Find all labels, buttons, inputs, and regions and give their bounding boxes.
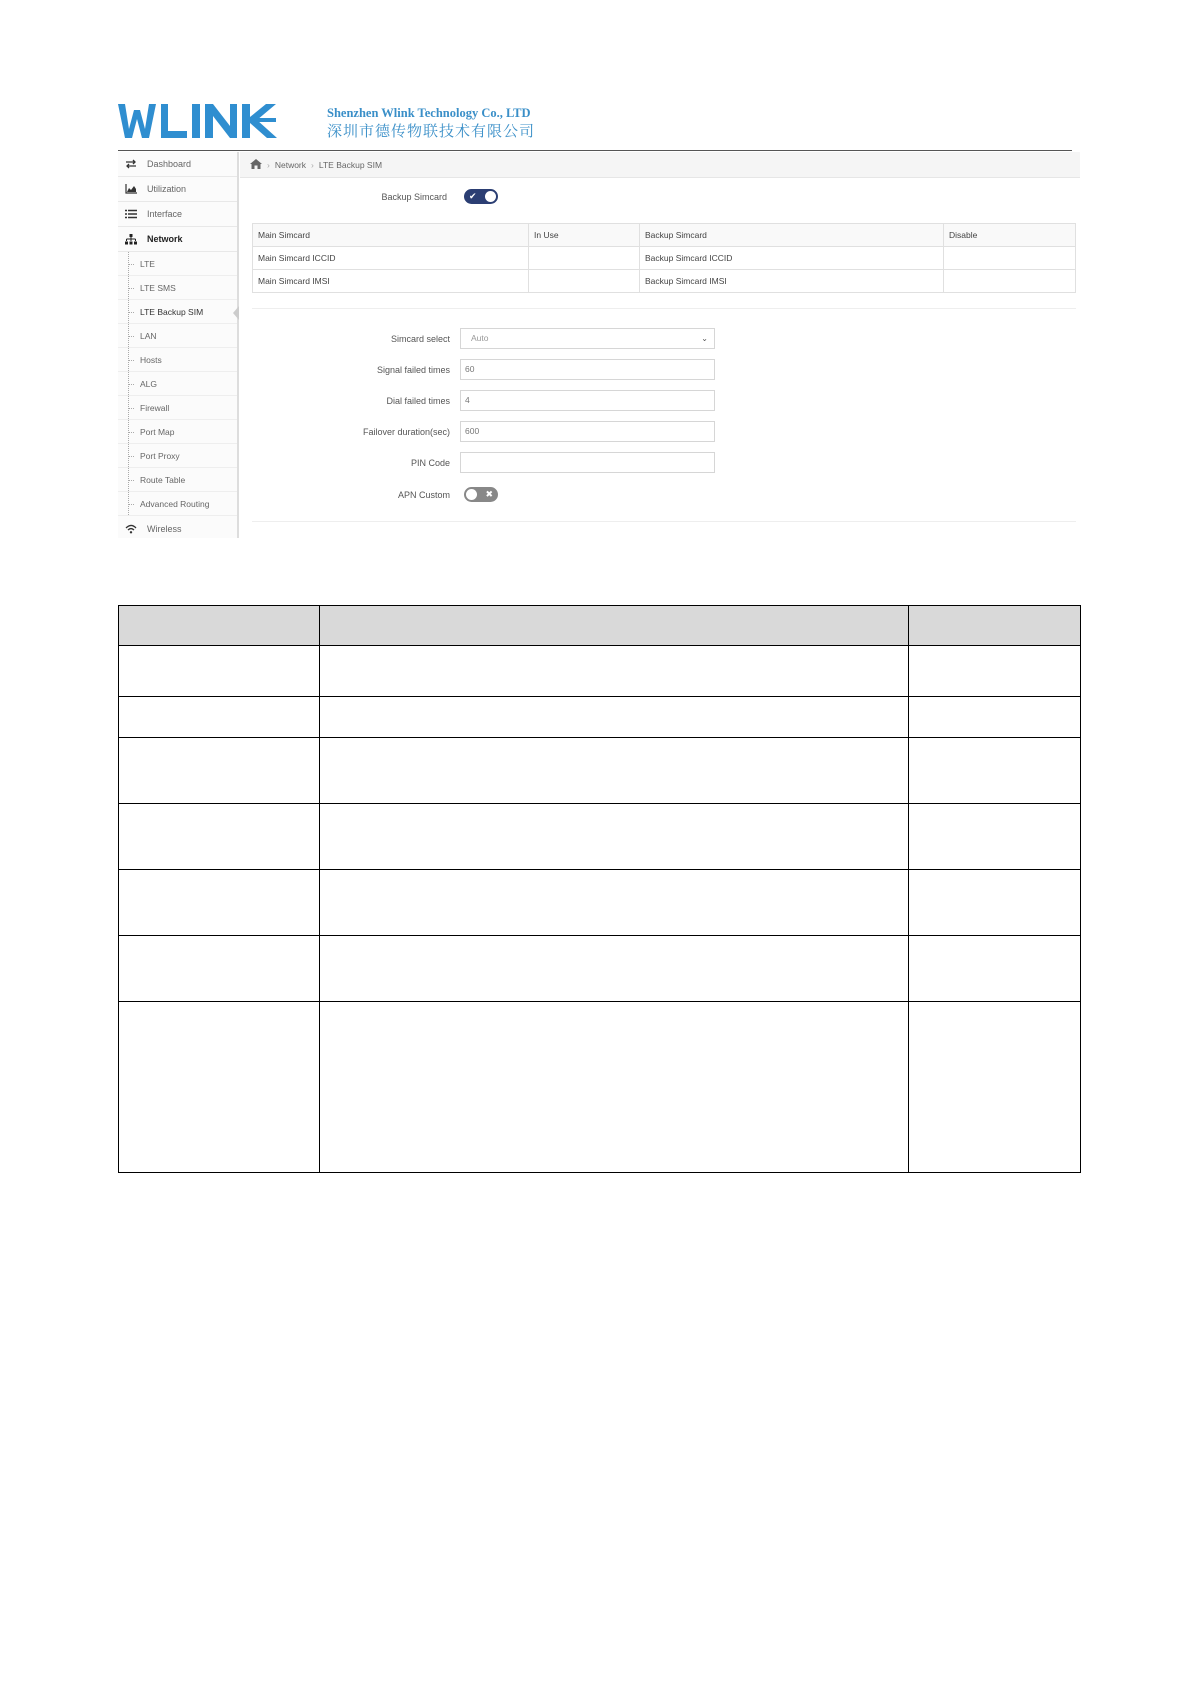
dial-failed-input[interactable]: 4 bbox=[460, 390, 715, 411]
table-row bbox=[119, 646, 1081, 697]
network-icon bbox=[124, 233, 138, 245]
table-cell bbox=[119, 646, 320, 697]
sidebar-item-advanced-routing[interactable]: Advanced Routing bbox=[118, 492, 237, 516]
sidebar-item-lte-sms[interactable]: LTE SMS bbox=[118, 276, 237, 300]
table-cell: Main Simcard IMSI bbox=[253, 270, 529, 293]
sidebar-item-label: Network bbox=[147, 234, 183, 244]
company-name-cn: 深圳市德传物联技术有限公司 bbox=[327, 122, 536, 140]
table-cell bbox=[320, 697, 909, 738]
table-cell: Backup Simcard bbox=[640, 224, 944, 247]
table-cell bbox=[320, 646, 909, 697]
table-cell: Main Simcard bbox=[253, 224, 529, 247]
table-cell bbox=[909, 870, 1081, 936]
failover-duration-input[interactable]: 600 bbox=[460, 421, 715, 442]
sidebar-item-label: Dashboard bbox=[147, 159, 192, 169]
parameter-description-table bbox=[118, 605, 1081, 1173]
apn-custom-label: APN Custom bbox=[397, 490, 450, 500]
sidebar-item-interface[interactable] bbox=[118, 202, 237, 227]
sidebar-item-wireless[interactable] bbox=[118, 516, 237, 541]
table-cell bbox=[119, 738, 320, 804]
table-cell: Disable bbox=[944, 224, 1076, 247]
table-cell bbox=[119, 1002, 320, 1173]
simcard-select-value: Auto bbox=[471, 333, 489, 343]
sidebar-item-lte[interactable]: LTE bbox=[118, 252, 237, 276]
sidebar-item-port-proxy[interactable]: Port Proxy bbox=[118, 444, 237, 468]
sidebar-item-alg[interactable]: ALG bbox=[118, 372, 237, 396]
table-header-row bbox=[119, 606, 1081, 646]
table-row bbox=[119, 1002, 1081, 1173]
table-cell bbox=[944, 270, 1076, 293]
signal-failed-input[interactable]: 60 bbox=[460, 359, 715, 380]
home-icon[interactable] bbox=[250, 159, 262, 171]
table-cell bbox=[909, 1002, 1081, 1173]
sidebar-item-route-table[interactable]: Route Table bbox=[118, 468, 237, 492]
table-row bbox=[253, 224, 1076, 247]
dial-failed-label: Dial failed times bbox=[386, 396, 450, 406]
list-icon bbox=[124, 208, 138, 220]
sidebar-item-lte-backup-sim[interactable] bbox=[118, 300, 237, 324]
sidebar-item-label: LTE Backup SIM bbox=[140, 306, 204, 317]
table-cell bbox=[529, 247, 640, 270]
apn-custom-toggle[interactable] bbox=[464, 487, 498, 502]
backup-simcard-toggle[interactable] bbox=[464, 189, 498, 204]
company-name-en: Shenzhen Wlink Technology Co., LTD bbox=[327, 106, 531, 120]
table-cell bbox=[119, 870, 320, 936]
check-icon: ✔ bbox=[469, 191, 477, 201]
table-cell bbox=[909, 738, 1081, 804]
sidebar-item-label: Interface bbox=[147, 209, 183, 219]
section-divider bbox=[252, 521, 1076, 522]
toggle-knob bbox=[485, 191, 496, 202]
sidebar-item-label: Wireless bbox=[147, 523, 182, 534]
sidebar-item-label: Utilization bbox=[147, 184, 187, 194]
header-divider bbox=[118, 150, 1072, 151]
toggle-knob bbox=[466, 489, 477, 500]
table-cell bbox=[320, 870, 909, 936]
table-row bbox=[119, 936, 1081, 1002]
chart-icon bbox=[124, 183, 138, 195]
table-cell: Main Simcard ICCID bbox=[253, 247, 529, 270]
dashboard-icon bbox=[124, 158, 138, 170]
pin-code-label: PIN Code bbox=[410, 458, 450, 468]
sidebar-item-network[interactable] bbox=[118, 227, 237, 252]
table-row bbox=[253, 270, 1076, 293]
ui-screenshot bbox=[118, 152, 1080, 538]
table-cell bbox=[320, 936, 909, 1002]
main-content bbox=[240, 178, 1080, 538]
table-cell: Backup Simcard ICCID bbox=[640, 247, 944, 270]
table-cell bbox=[909, 697, 1081, 738]
sidebar-item-lan[interactable]: LAN bbox=[118, 324, 237, 348]
sidebar bbox=[118, 152, 239, 538]
sidebar-item-firewall[interactable]: Firewall bbox=[118, 396, 237, 420]
table-cell bbox=[909, 804, 1081, 870]
simcard-status-table bbox=[252, 223, 1076, 293]
table-header-cell bbox=[119, 606, 320, 646]
table-cell bbox=[119, 936, 320, 1002]
table-row bbox=[119, 738, 1081, 804]
table-cell bbox=[944, 247, 1076, 270]
sidebar-item-port-map[interactable]: Port Map bbox=[118, 420, 237, 444]
wlink-logo bbox=[118, 102, 318, 142]
signal-failed-label: Signal failed times bbox=[376, 365, 450, 375]
section-divider bbox=[252, 308, 1076, 309]
table-row bbox=[253, 247, 1076, 270]
table-header-cell bbox=[320, 606, 909, 646]
failover-duration-label: Failover duration(sec) bbox=[362, 427, 450, 437]
sidebar-item-dashboard[interactable] bbox=[118, 152, 237, 177]
breadcrumb-current: LTE Backup SIM bbox=[318, 159, 383, 170]
table-cell: In Use bbox=[529, 224, 640, 247]
breadcrumb bbox=[240, 152, 1080, 178]
table-row bbox=[119, 697, 1081, 738]
breadcrumb-separator: › bbox=[267, 159, 270, 170]
table-cell bbox=[320, 1002, 909, 1173]
table-cell bbox=[909, 646, 1081, 697]
company-name-block bbox=[327, 105, 535, 141]
table-cell bbox=[320, 804, 909, 870]
sidebar-item-hosts[interactable]: Hosts bbox=[118, 348, 237, 372]
close-icon: ✖ bbox=[485, 489, 493, 499]
breadcrumb-separator: › bbox=[311, 159, 314, 170]
simcard-select-label: Simcard select bbox=[390, 334, 450, 344]
table-cell bbox=[909, 936, 1081, 1002]
backup-simcard-label: Backup Simcard bbox=[381, 192, 447, 202]
wifi-icon bbox=[124, 523, 138, 535]
breadcrumb-network[interactable]: Network bbox=[274, 159, 307, 170]
table-row bbox=[119, 870, 1081, 936]
sidebar-item-utilization[interactable] bbox=[118, 177, 237, 202]
table-header-cell bbox=[909, 606, 1081, 646]
table-cell bbox=[119, 697, 320, 738]
table-row bbox=[119, 804, 1081, 870]
chevron-down-icon: ⌄ bbox=[701, 334, 708, 343]
pin-code-input[interactable] bbox=[460, 452, 715, 473]
simcard-select-dropdown[interactable] bbox=[460, 328, 715, 349]
table-cell bbox=[320, 738, 909, 804]
table-cell bbox=[529, 270, 640, 293]
table-cell: Backup Simcard IMSI bbox=[640, 270, 944, 293]
active-indicator bbox=[233, 306, 239, 320]
table-cell bbox=[119, 804, 320, 870]
